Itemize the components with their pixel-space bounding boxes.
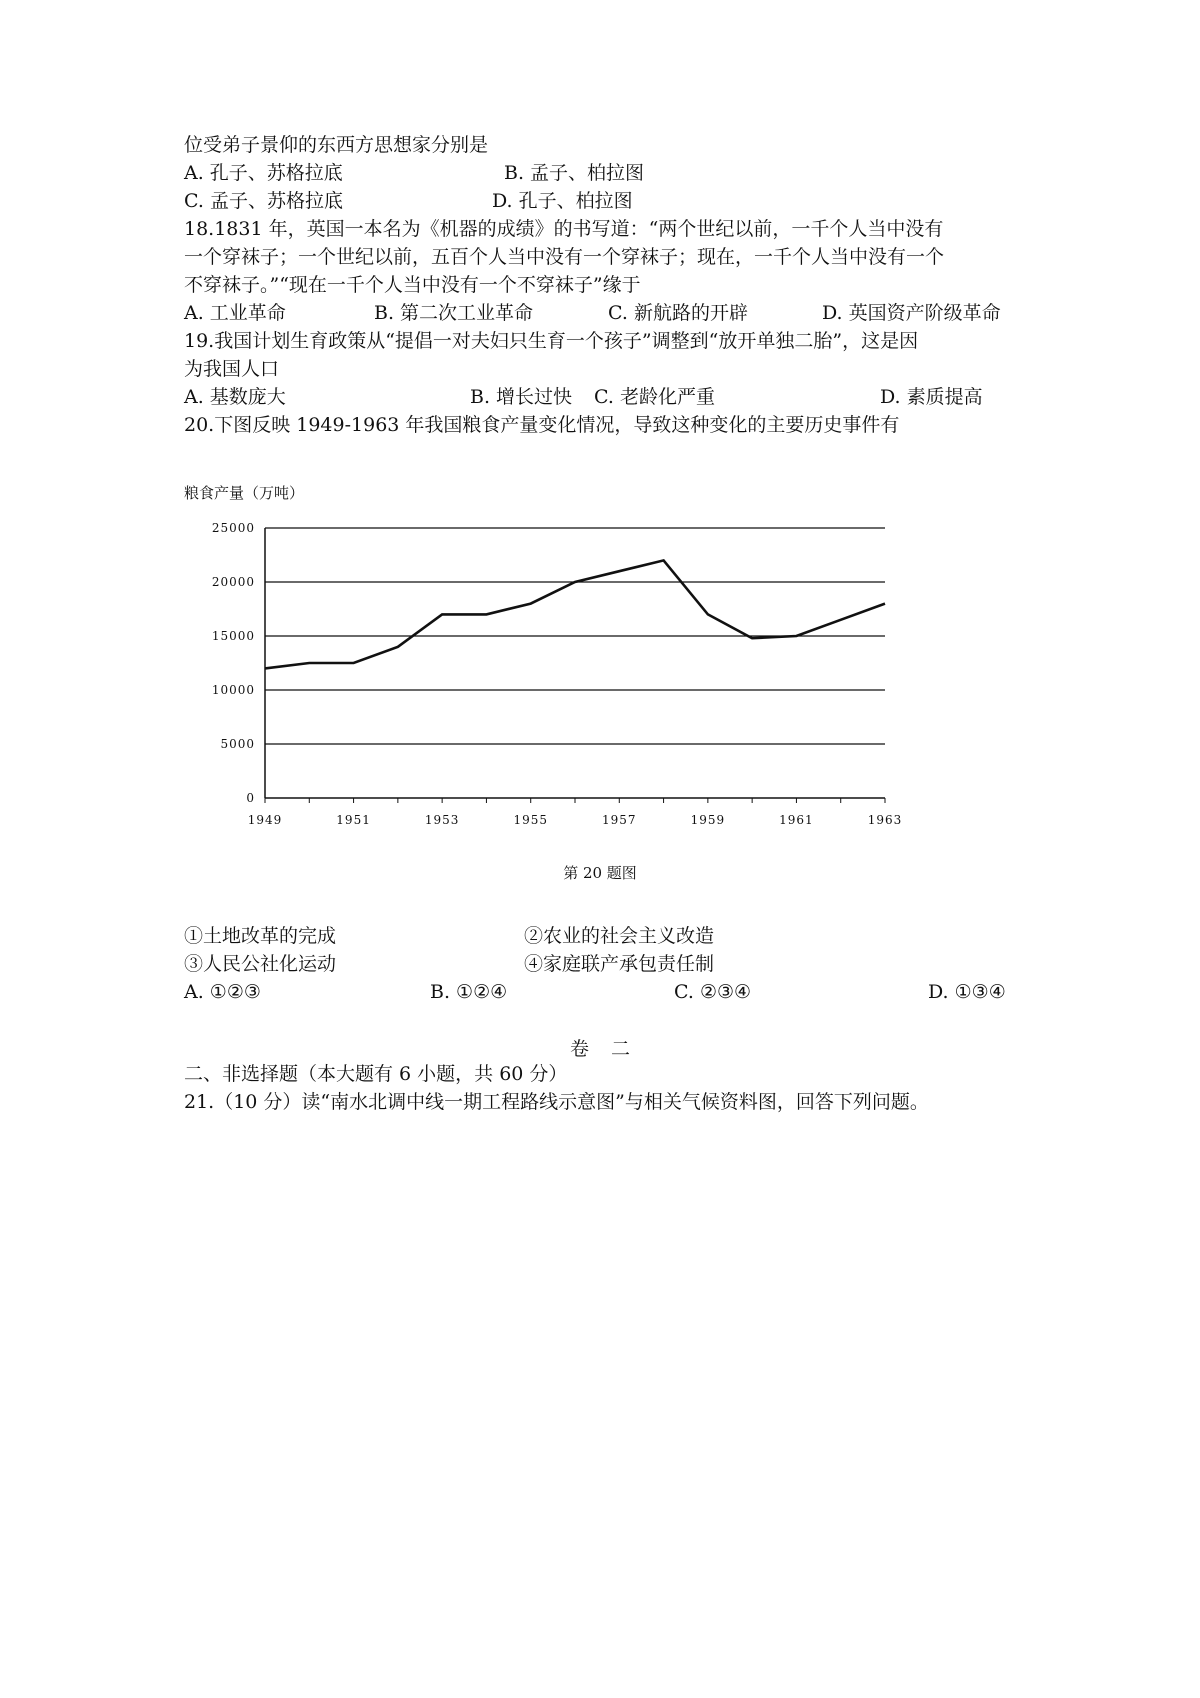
x-tick-label-1957: 1957 <box>602 813 637 827</box>
y-tick-label-15000: 15000 <box>211 629 255 643</box>
chart-axes <box>265 528 885 803</box>
x-tick-label-1953: 1953 <box>424 813 460 827</box>
x-tick-label-1955: 1955 <box>513 813 548 827</box>
section2-heading: 二、非选择题（本大题有 6 小题，共 60 分） <box>184 1063 568 1085</box>
q21-stem: 21.（10 分）读“南水北调中线一期工程路线示意图”与相关气候资料图，回答下列问题。 <box>184 1091 929 1113</box>
q19-option-a: A. 基数庞大 <box>184 386 286 408</box>
q18-option-c: C. 新航路的开辟 <box>608 302 748 324</box>
q20-stem: 20.下图反映 1949-1963 年我国粮食产量变化情况，导致这种变化的主要历史事件有 <box>184 414 900 436</box>
q17-option-a: A. 孔子、苏格拉底 <box>184 162 343 184</box>
q20-option-a: A. ①②③ <box>184 981 261 1003</box>
q18-line-3: 不穿袜子。”“现在一千个人当中没有一个不穿袜子”缘于 <box>184 274 641 296</box>
x-tick-label-1961: 1961 <box>779 813 814 827</box>
q17-option-c: C. 孟子、苏格拉底 <box>184 190 343 212</box>
x-tick-label-1949: 1949 <box>247 813 283 827</box>
y-tick-label-0: 0 <box>246 791 255 805</box>
q18-line-2: 一个穿袜子；一个世纪以前，五百个人当中没有一个穿袜子；现在，一千个人当中没有一个 <box>184 246 945 268</box>
chart-series <box>265 560 885 668</box>
q18-option-d: D. 英国资产阶级革命 <box>822 302 1001 324</box>
q19-line-1: 19.我国计划生育政策从“提倡一对夫妇只生育一个孩子”调整到“放开单独二胎”，这是因 <box>184 330 919 352</box>
q19-option-b: B. 增长过快 <box>470 386 573 408</box>
q20-option-d: D. ①③④ <box>928 981 1006 1003</box>
x-tick-label-1963: 1963 <box>867 813 903 827</box>
x-tick-label-1951: 1951 <box>336 813 371 827</box>
chart-caption: 第 20 题图 <box>563 864 637 882</box>
q18-option-a: A. 工业革命 <box>184 302 286 324</box>
q18-option-b: B. 第二次工业革命 <box>374 302 534 324</box>
y-tick-label-10000: 10000 <box>211 683 255 697</box>
q20-event-3: ③人民公社化运动 <box>184 953 337 975</box>
q20-option-b: B. ①②④ <box>430 981 508 1003</box>
x-tick-label-1959: 1959 <box>690 813 726 827</box>
y-tick-label-25000: 25000 <box>211 521 255 535</box>
q17-option-b: B. 孟子、柏拉图 <box>504 162 645 184</box>
q19-option-d: D. 素质提高 <box>880 386 983 408</box>
y-axis-title: 粮食产量（万吨） <box>184 484 305 502</box>
q20-event-2: ②农业的社会主义改造 <box>524 925 715 947</box>
q20-option-c: C. ②③④ <box>674 981 752 1003</box>
q17-stem-tail: 位受弟子景仰的东西方思想家分别是 <box>184 134 489 156</box>
q18-line-1: 18.1831 年，英国一本名为《机器的成绩》的书写道：“两个世纪以前，一千个人当中没有 <box>184 218 944 240</box>
grain-output-chart <box>170 470 930 830</box>
grain-output-line <box>265 560 885 668</box>
y-tick-labels <box>212 521 255 805</box>
q20-event-1: ①土地改革的完成 <box>184 925 337 947</box>
q20-event-4: ④家庭联产承包责任制 <box>524 953 715 975</box>
q19-option-c: C. 老龄化严重 <box>594 386 715 408</box>
x-tick-labels <box>248 813 903 827</box>
section-title: 卷二 <box>569 1038 652 1060</box>
y-tick-label-20000: 20000 <box>211 575 255 589</box>
q17-option-d: D. 孔子、柏拉图 <box>492 190 633 212</box>
q19-line-2: 为我国人口 <box>184 358 280 380</box>
y-tick-label-5000: 5000 <box>220 737 255 751</box>
